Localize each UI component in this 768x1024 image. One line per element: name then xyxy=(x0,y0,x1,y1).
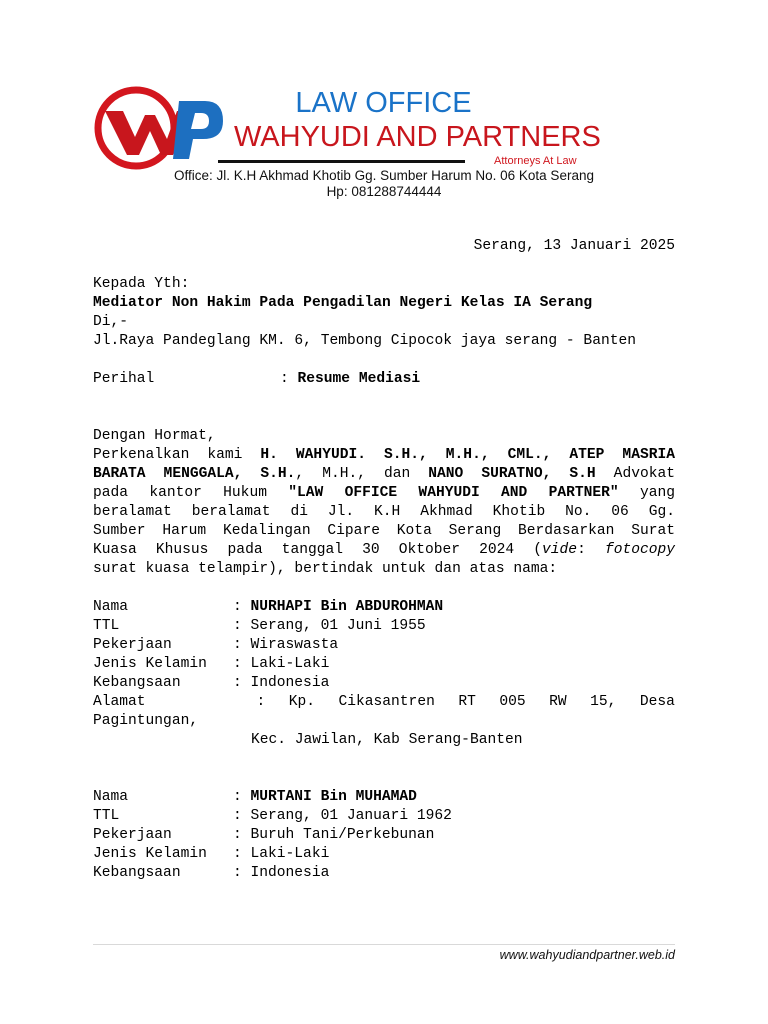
field-label: Kebangsaan xyxy=(93,865,181,881)
body-line-4: beralamat beralamat di Jl. K.H Akhmad Khotib No. 06 Gg. xyxy=(93,504,675,520)
subject-label: Perihal xyxy=(93,371,155,387)
subject-line xyxy=(93,370,675,389)
field-label: Jenis Kelamin xyxy=(93,846,207,862)
office-address: Office: Jl. K.H Akhmad Khotib Gg. Sumber Harum No. 06 Kota Serang xyxy=(174,168,594,183)
party2-pekerjaan-value: Buruh Tani/Perkebunan xyxy=(250,827,435,843)
alamat-word: Desa xyxy=(639,694,675,710)
field-label: Jenis Kelamin xyxy=(93,656,207,672)
party2-ttl-row: TTL : Serang, 01 Januari 1962 xyxy=(93,808,452,824)
vide-text: vide xyxy=(542,542,578,558)
body-intro: Perkenalkan kami xyxy=(93,447,261,463)
advocate-names-2: BARATA MENGGALA, S.H. xyxy=(93,466,296,482)
recipient-name: Mediator Non Hakim Pada Pengadilan Negeri Kelas IA Serang xyxy=(93,295,593,311)
letterhead-rule xyxy=(218,160,465,163)
body-line-5: Sumber Harum Kedalingan Cipare Kota Serang Berdasarkan Surat xyxy=(93,523,675,539)
advocate-names-1: H. WAHYUDI. S.H., M.H., CML., ATEP MASRIA xyxy=(260,447,675,463)
body-text-colon: : xyxy=(577,542,605,558)
field-label: TTL xyxy=(93,808,120,824)
party2-kebangsaan-value: Indonesia xyxy=(250,865,330,881)
recipient-salutation: Kepada Yth: xyxy=(93,276,190,292)
alamat-word: RW xyxy=(549,694,567,710)
body-text-l3pre: pada kantor Hukum xyxy=(93,485,289,501)
office-title: LAW OFFICE xyxy=(295,87,472,119)
alamat-word: Cikasantren xyxy=(338,694,435,710)
advocate-names-3: NANO SURATNO, S.H xyxy=(428,466,596,482)
field-label: TTL xyxy=(93,618,120,634)
body-line-2 xyxy=(93,465,675,484)
party1-ttl-value: Serang, 01 Juni 1955 xyxy=(250,618,426,634)
body-text-l3post: yang xyxy=(618,485,675,501)
party2-jk-row: Jenis Kelamin : Laki-Laki xyxy=(93,846,330,862)
field-label: Kebangsaan xyxy=(93,675,181,691)
letter-date: Serang, 13 Januari 2025 xyxy=(473,238,675,254)
recipient-address: Jl.Raya Pandeglang KM. 6, Tembong Cipocok jaya serang - Banten xyxy=(93,333,636,349)
party1-kebangsaan-row: Kebangsaan : Indonesia xyxy=(93,675,330,691)
party2-nama-row: Nama : MURTANI Bin MUHAMAD xyxy=(93,789,417,805)
office-phone: Hp: 081288744444 xyxy=(326,184,442,199)
field-label: Nama xyxy=(93,789,129,805)
party1-nama-row: Nama : NURHAPI Bin ABDUROHMAN xyxy=(93,599,444,615)
party1-pekerjaan-value: Wiraswasta xyxy=(250,637,339,653)
subject-separator: : xyxy=(280,371,298,387)
field-label: Pekerjaan xyxy=(93,637,172,653)
party1-jk-row: Jenis Kelamin : Laki-Laki xyxy=(93,656,330,672)
firm-name: WAHYUDI AND PARTNERS xyxy=(234,121,601,153)
field-label: Pekerjaan xyxy=(93,827,172,843)
body-line-6 xyxy=(93,541,675,560)
body-text-l6pre: Kuasa Khusus pada tanggal 30 Oktober 2024 ( xyxy=(93,542,543,558)
party2-kebangsaan-row: Kebangsaan : Indonesia xyxy=(93,865,330,881)
field-label: Nama xyxy=(93,599,129,615)
recipient-di: Di,- xyxy=(93,314,129,330)
party1-kebangsaan-value: Indonesia xyxy=(250,675,330,691)
party2-pekerjaan-row: Pekerjaan : Buruh Tani/Perkebunan xyxy=(93,827,435,843)
party1-alamat-line2: Pagintungan, xyxy=(93,713,199,729)
party2-nama-value: MURTANI Bin MUHAMAD xyxy=(250,789,417,805)
party2-ttl-value: Serang, 01 Januari 1962 xyxy=(250,808,452,824)
greeting: Dengan Hormat, xyxy=(93,428,216,444)
body-line-7: surat kuasa telampir), bertindak untuk dan atas nama: xyxy=(93,561,558,577)
alamat-word: RT xyxy=(458,694,476,710)
footer-website-link[interactable]: www.wahyudiandpartner.web.id xyxy=(499,948,675,962)
body-line-3 xyxy=(93,484,675,503)
body-text-mid1: , M.H., dan xyxy=(295,466,429,482)
body-text-mid2: Advokat xyxy=(595,466,675,482)
party2-jk-value: Laki-Laki xyxy=(250,846,330,862)
alamat-word: 15, xyxy=(590,694,617,710)
subject-value: Resume Mediasi xyxy=(297,371,421,387)
alamat-word: 005 xyxy=(499,694,526,710)
party1-jk-value: Laki-Laki xyxy=(250,656,330,672)
party1-nama-value: NURHAPI Bin ABDUROHMAN xyxy=(250,599,444,615)
party1-alamat-row xyxy=(93,693,675,712)
body-line-1 xyxy=(93,446,675,465)
footer-rule xyxy=(93,944,675,945)
field-label: Alamat xyxy=(93,694,146,710)
fotocopy-text: fotocopy xyxy=(604,542,675,558)
alamat-word: : xyxy=(256,694,266,710)
firm-quote: "LAW OFFICE WAHYUDI AND PARTNER" xyxy=(288,485,619,501)
party1-ttl-row: TTL : Serang, 01 Juni 1955 xyxy=(93,618,426,634)
alamat-word: Kp. xyxy=(288,694,316,710)
firm-tagline: Attorneys At Law xyxy=(494,155,577,167)
party1-pekerjaan-row: Pekerjaan : Wiraswasta xyxy=(93,637,339,653)
party1-alamat-line3: Kec. Jawilan, Kab Serang-Banten xyxy=(251,732,523,748)
